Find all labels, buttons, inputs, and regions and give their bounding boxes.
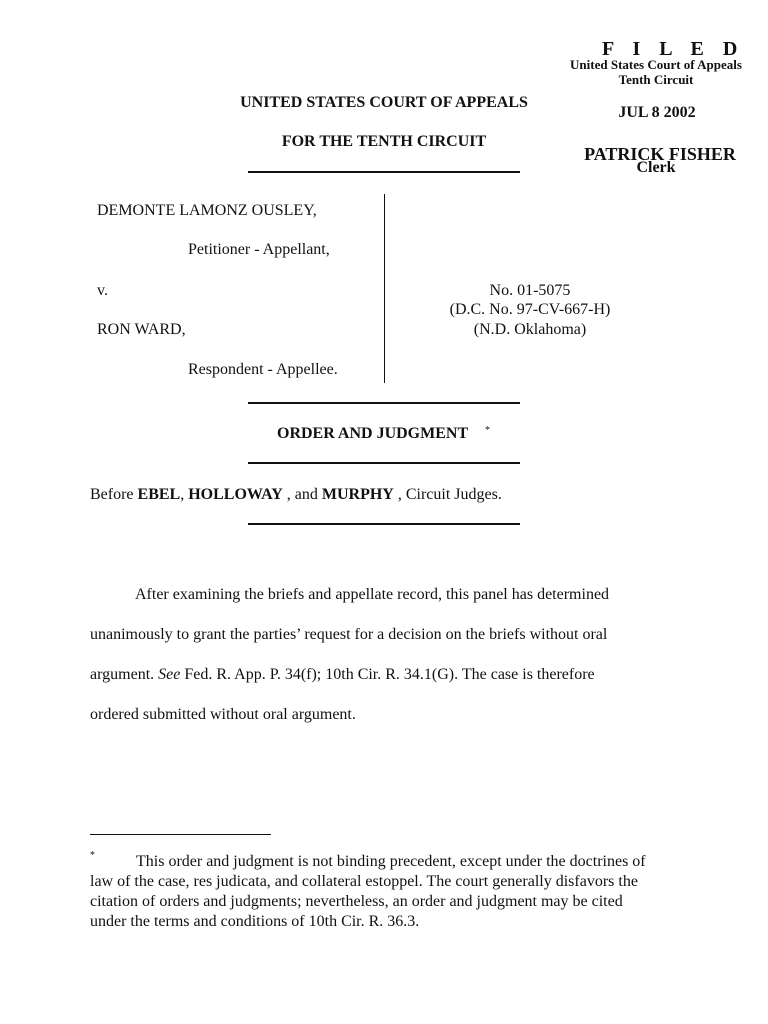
district: (N.D. Oklahoma) — [473, 321, 587, 338]
filed-stamp-title: F I L E D — [602, 38, 745, 60]
judge-holloway: HOLLOWAY — [188, 486, 283, 503]
versus: v. — [97, 282, 108, 299]
before-label: Before — [90, 486, 134, 503]
body-line-2: unanimously to grant the parties’ request for a decision on the briefs without oral — [90, 626, 608, 643]
body-line-4: ordered submitted without oral argument. — [90, 706, 356, 723]
judge-ebel: EBEL — [137, 486, 181, 503]
see-signal: See — [158, 666, 181, 683]
petitioner-name: DEMONTE LAMONZ OUSLEY, — [97, 202, 317, 219]
order-title: ORDER AND JUDGMENT — [277, 425, 469, 442]
respondent-name: RON WARD, — [97, 321, 186, 338]
court-header-line2: FOR THE TENTH CIRCUIT — [281, 133, 487, 150]
stamp-clerk-title: Clerk — [636, 159, 676, 176]
stamp-court-name: United States Court of Appeals — [570, 57, 742, 72]
respondent-role: Respondent - Appellee. — [188, 361, 338, 378]
judge-murphy: MURPHY — [321, 486, 394, 503]
body-line-3: argument. See Fed. R. App. P. 34(f); 10th Cir. R. 34.1(G). The case is therefore — [90, 666, 595, 683]
footnote-text: This order and judgment is not binding precedent, except under the doctrines of law of the case, res judicata, and collateral estoppel. The court generally disfavors the citation of orders and judgments; nevertheless, an order and judgment may be cited under the terms and conditions of 10th Cir. R. 36.3. — [90, 853, 646, 930]
district-case-number: (D.C. No. 97-CV-667-H) — [449, 301, 611, 318]
stamp-clerk-name: PATRICK FISHER — [584, 144, 736, 164]
judges-rule — [248, 523, 520, 525]
footnote-marker: * — [90, 850, 95, 861]
stamp-date: JUL 8 2002 — [618, 104, 696, 121]
judges-line: Before EBEL, HOLLOWAY , and MURPHY , Circuit Judges. — [90, 486, 502, 503]
case-number: No. 01-5075 — [489, 282, 571, 299]
caption-divider — [384, 194, 385, 383]
order-rule-top — [248, 402, 520, 404]
stamp-circuit: Tenth Circuit — [618, 72, 694, 87]
order-footnote-marker: * — [485, 425, 490, 436]
order-rule-bottom — [248, 462, 520, 464]
petitioner-role: Petitioner - Appellant, — [188, 241, 330, 258]
court-header-line1: UNITED STATES COURT OF APPEALS — [240, 94, 528, 111]
body-line-1: After examining the briefs and appellate record, this panel has determined — [135, 586, 610, 603]
header-rule — [248, 171, 520, 173]
footnote-separator — [90, 834, 271, 835]
